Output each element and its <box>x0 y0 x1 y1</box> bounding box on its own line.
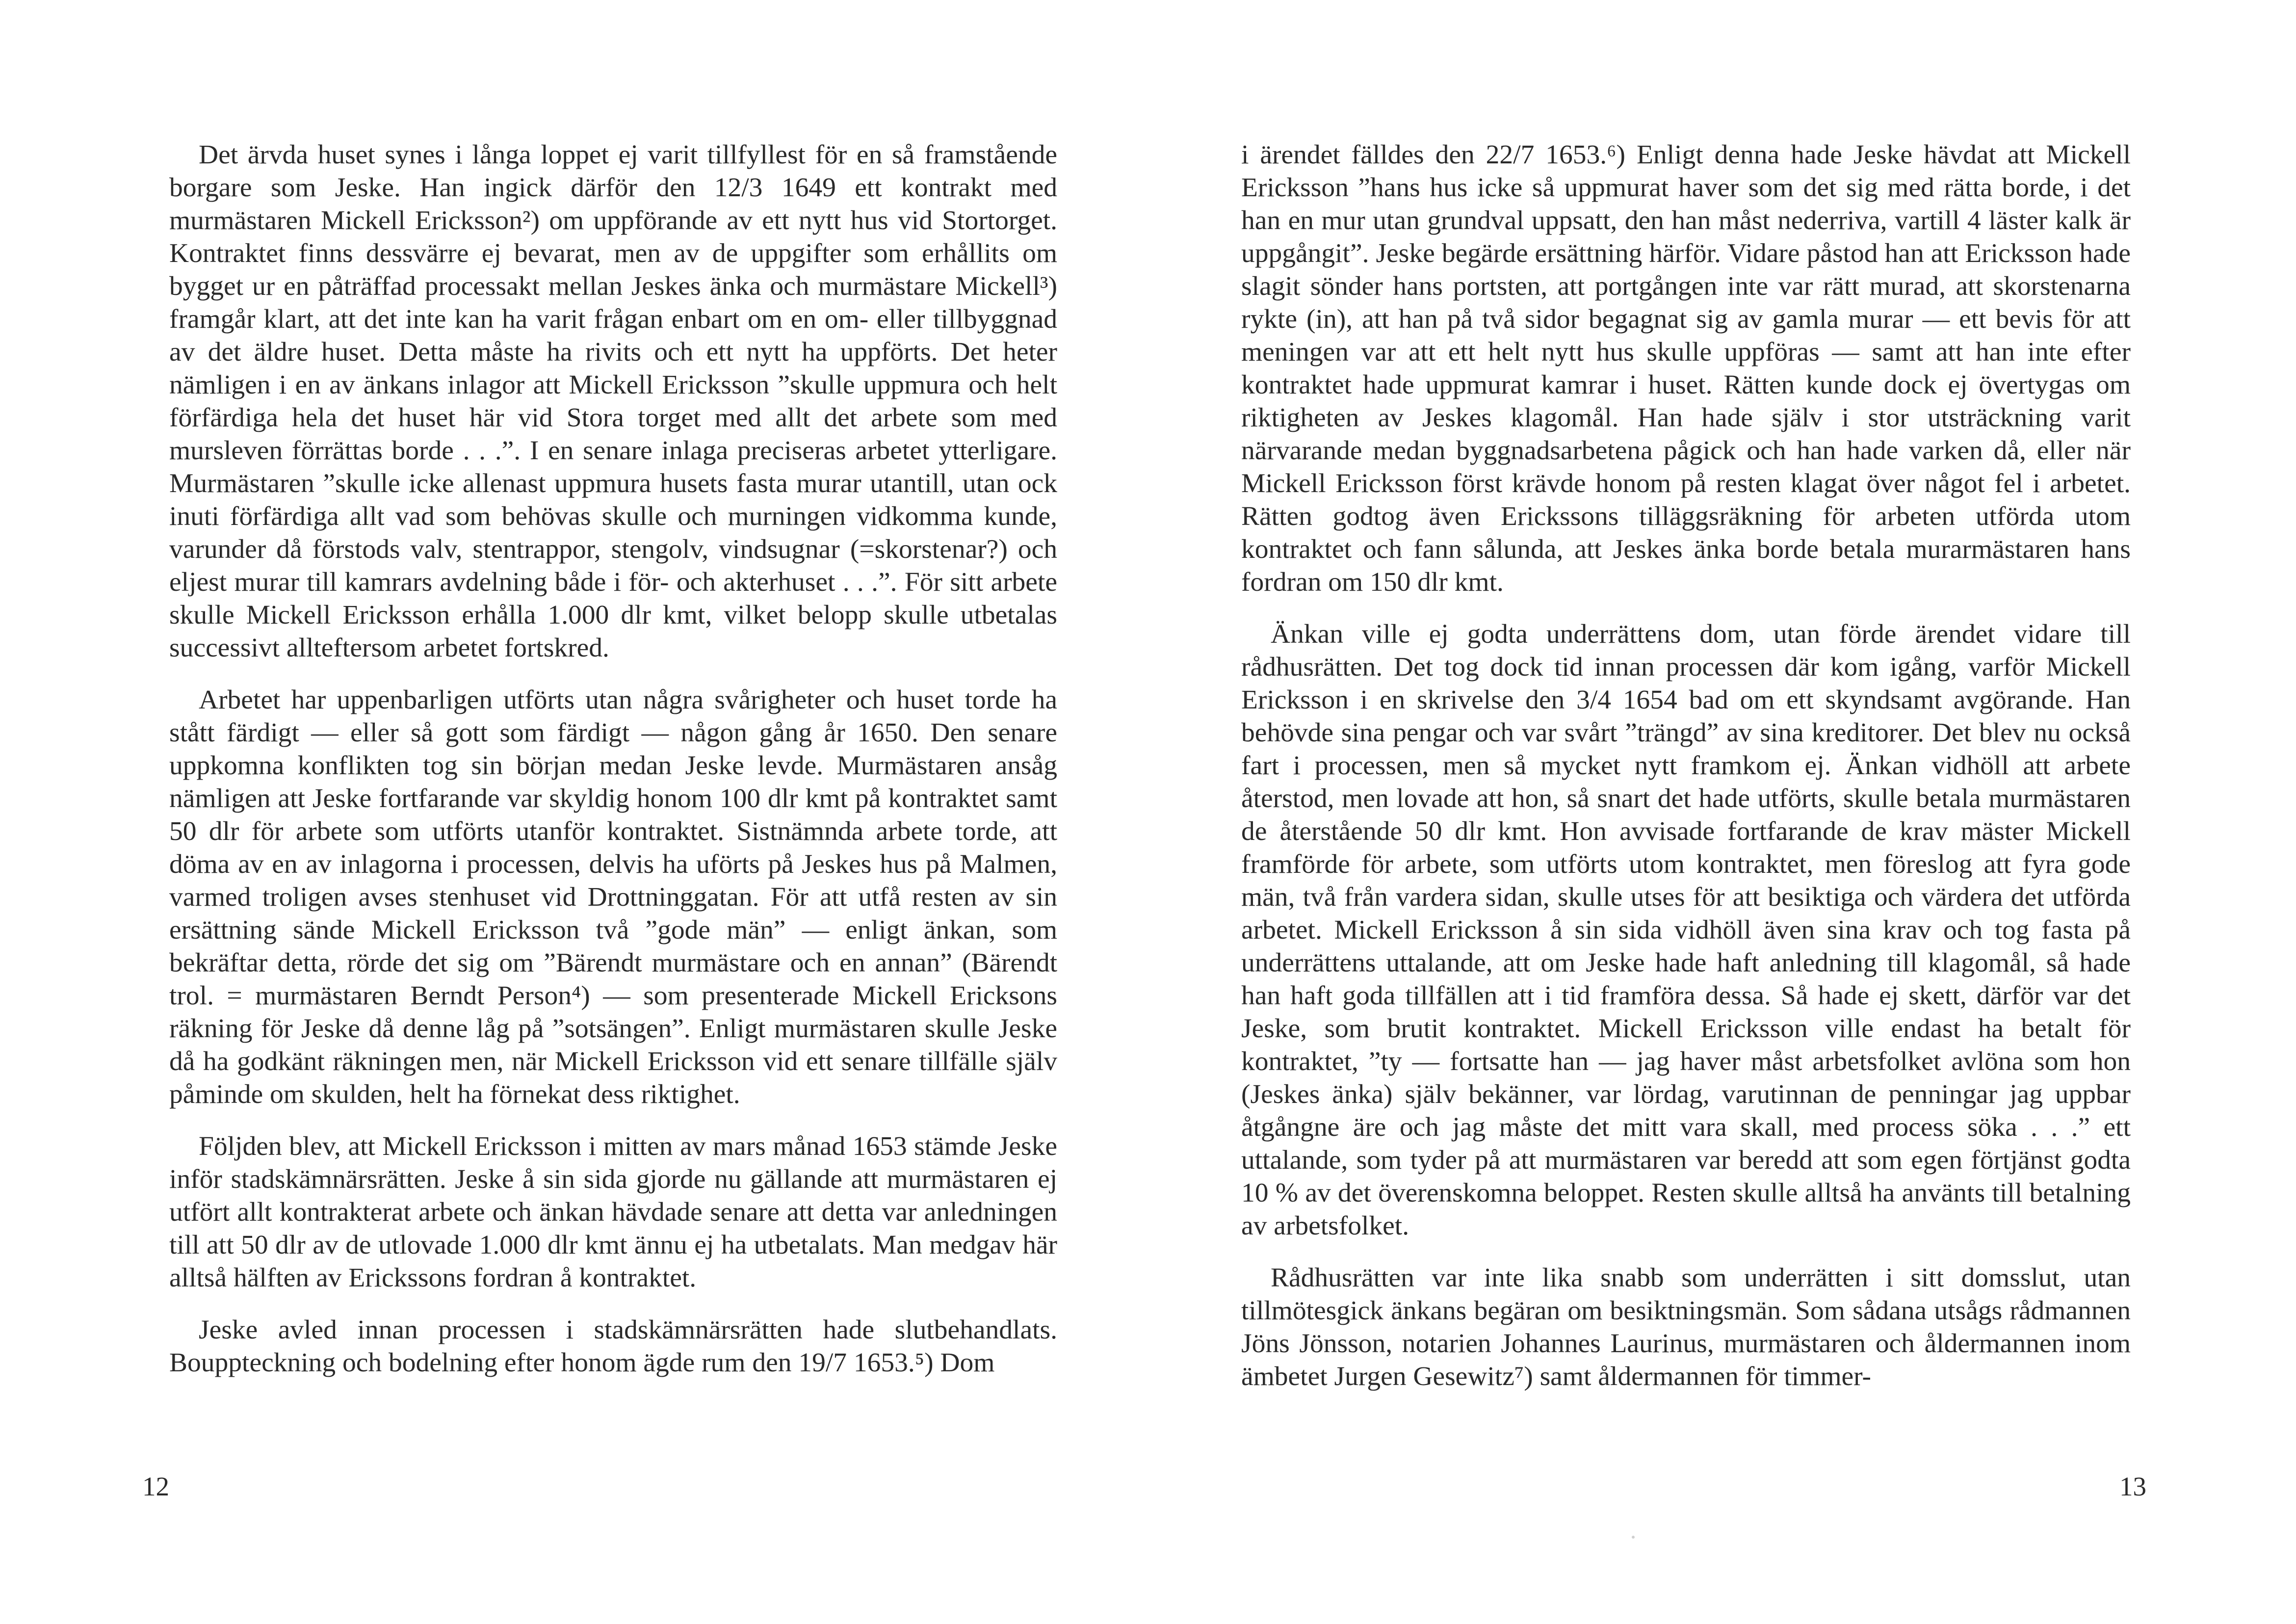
right-page <box>1148 0 2296 1624</box>
paragraph: i ärendet fälldes den 22/7 1653.⁶) Enligt denna hade Jeske hävdat att Mickell Ericksson ”hans hus icke så uppmurat haver som det sig med rätta borde, i det han en mur utan grundval uppsatt, den han måst nederriva, vartill 4 läster kalk är uppgångit”. Jeske begärde ersättning härför. Vidare påstod han att Ericksson hade slagit sönder hans portsten, att portgången inte var rätt murad, att skorstenarna rykte (in), att han på två sidor begagnat sig av gamla murar — ett bevis för att meningen var att ett helt nytt hus skulle uppföras — samt att han inte efter kontraktet hade uppmurat kamrar i huset. Rätten kunde dock ej övertygas om riktigheten av Jeskes klagomål. Han hade själv i stor utsträckning varit närvarande medan byggnadsarbetena pågick och han hade varken då, eller när Mickell Ericksson först krävde honom på resten klagat över något fel i arbetet. Rätten godtog även Erickssons tilläggsräkning för arbeten utförda utom kontraktet och fann sålunda, att Jeskes änka borde betala murarmästaren hans fordran om 150 dlr kmt. <box>1241 140 2131 597</box>
paragraph: Rådhusrätten var inte lika snabb som underrätten i sitt domsslut, utan tillmötesgick änkans begäran om besiktningsmän. Som sådana utsågs rådmannen Jöns Jönsson, notarien Johannes Laurinus, murmästaren och åldermannen inom ämbetet Jurgen Gesewitz⁷) samt åldermannen för timmer- <box>1241 1263 2131 1391</box>
page-number-right: 13 <box>2119 1471 2146 1501</box>
paragraph: Jeske avled innan processen i stadskämnärsrätten hade slutbehandlats. Bouppteckning och bodelning efter honom ägde rum den 19/7 1653.⁵) Dom <box>169 1315 1057 1378</box>
paragraph: Änkan ville ej godta underrättens dom, utan förde ärendet vidare till rådhusrätten. Det tog dock tid innan processen där kom igång, varför Mickell Ericksson i en skrivelse den 3/4 1654 bad om ett skyndsamt avgörande. Han behövde sina pengar och var svårt ”trängd” av sina kreditorer. Det blev nu också fart i processen, men så mycket nytt framkom ej. Änkan vidhöll att arbete återstod, men lovade att hon, så snart det hade utförts, skulle betala murmästaren de återstående 50 dlr kmt. Hon avvisade fortfarande de krav mäster Mickell framförde för arbete, som utförts utom kontraktet, men föreslog att fyra gode män, två från vardera sidan, skulle utses för att besiktiga och värdera det utförda arbetet. Mickell Ericksson å sin sida vidhöll även sina krav och tog fasta på underrättens uttalande, att om Jeske hade haft anledning till klagomål, så hade han haft goda tillfällen att i tid framföra dessa. Så hade ej skett, därför var det Jeske, som brutit kontraktet. Mickell Ericksson ville endast ha betalt för kontraktet, ”ty — fortsatte han — jag haver måst arbetsfolket avlöna som hon (Jeskes änka) själv bekänner, var lördag, varutinnan de penningar jag uppbar åtgångne äre och jag måste det mitt vara skall, med process söka . . .” ett uttalande, som tyder på att murmästaren var beredd att som egen förtjänst godta 10 % av det överenskomna beloppet. Resten skulle alltså ha använts till betalning av arbetsfolket. <box>1241 619 2131 1241</box>
paragraph: Arbetet har uppenbarligen utförts utan några svårigheter och huset torde ha stått färdigt — eller så gott som färdigt — någon gång år 1650. Den senare uppkomna konflikten tog sin början medan Jeske levde. Murmästaren ansåg nämligen att Jeske fortfarande var skyldig honom 100 dlr kmt på kontraktet samt 50 dlr för arbete som utförts utanför kontraktet. Sistnämnda arbete torde, att döma av en av inlagorna i processen, delvis ha uförts på Jeskes hus på Malmen, varmed troligen avses stenhuset vid Drottninggatan. För att utfå resten av sin ersättning sände Mickell Ericksson två ”gode män” — enligt änkan, som bekräftar detta, rörde det sig om ”Bärendt murmästare och en annan” (Bärendt trol. = murmästaren Berndt Person⁴) — som presenterade Mickell Ericksons räkning för Jeske då denne låg på ”sotsängen”. Enligt murmästaren skulle Jeske då ha godkänt räkningen men, när Mickell Ericksson vid ett senare tillfälle själv påminde om skulden, helt ha förnekat dess riktighet. <box>169 685 1057 1109</box>
right-text-column <box>1241 138 2131 1412</box>
paragraph: Det ärvda huset synes i långa loppet ej varit tillfyllest för en så framstående borgare som Jeske. Han ingick därför den 12/3 1649 ett kontrakt med murmästaren Mickell Ericksson²) om uppförande av ett nytt hus vid Stortorget. Kontraktet finns dessvärre ej bevarat, men av de uppgifter som erhållits om bygget ur en påträffad processakt mellan Jeskes änka och murmästare Mickell³) framgår klart, att det inte kan ha varit frågan enbart om en om- eller tillbyggnad av det äldre huset. Detta måste ha rivits och ett nytt ha uppförts. Det heter nämligen i en av änkans inlagor att Mickell Ericksson ”skulle uppmura och helt förfärdiga hela det huset här vid Stora torget med allt det arbete som med mursleven förrättas borde . . .”. I en senare inlaga preciseras arbetet ytterligare. Murmästaren ”skulle icke allenast uppmura husets fasta murar utantill, utan ock inuti förfärdiga allt vad som behövas skulle och murningen vidkomma kunde, varunder då förstods valv, stentrappor, stengolv, vindsugnar (=skorstenar?) och eljest murar till kamrars avdelning både i för- och akterhuset . . .”. För sitt arbete skulle Mickell Ericksson erhålla 1.000 dlr kmt, vilket belopp skulle utbetalas successivt allteftersom arbetet fortskred. <box>169 140 1057 663</box>
page-number-left: 12 <box>142 1471 169 1501</box>
paper-speck <box>1632 1536 1635 1539</box>
paragraph: Följden blev, att Mickell Ericksson i mitten av mars månad 1653 stämde Jeske inför stadskämnärsrätten. Jeske å sin sida gjorde nu gällande att murmästaren ej utfört allt kontrakterat arbete och änkan hävdade senare att detta var anledningen till att 50 dlr av de utlovade 1.000 dlr kmt ännu ej ha utbetalats. Man medgav här alltså hälften av Erickssons fordran å kontraktet. <box>169 1131 1057 1293</box>
left-text-column <box>169 138 1057 1398</box>
